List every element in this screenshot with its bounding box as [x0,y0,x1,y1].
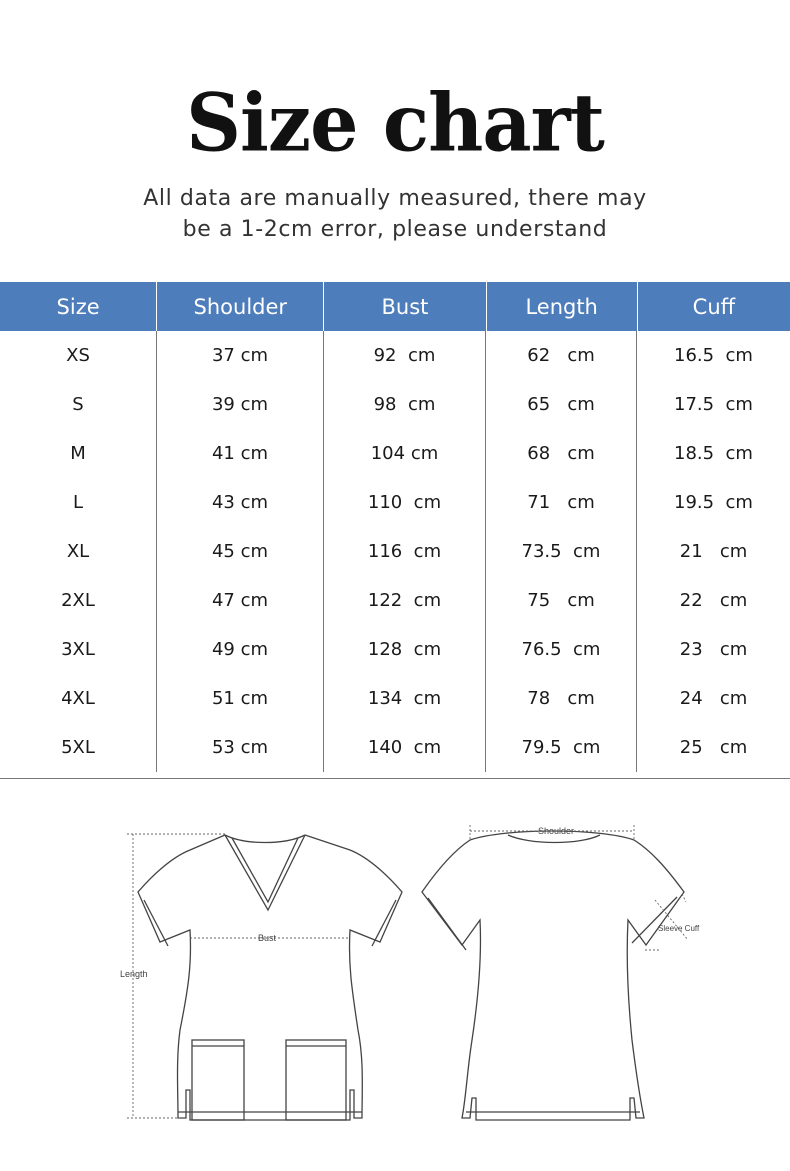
cell-cuff: 16.5 cm [674,345,753,366]
cell-size: L [0,478,157,527]
cell-size: XL [0,527,157,576]
front-shirt-outline [138,835,402,1120]
cell-shoulder: 37 cm [157,331,324,380]
cell-cuff: 24 cm [679,688,748,709]
shoulder-label: Shoulder [538,826,575,836]
table-row [0,429,790,478]
header-length: Length [487,282,638,331]
cell-bust: 122 cm [324,576,486,625]
cell-bust: 128 cm [324,625,486,674]
front-left-sleeve-hem [144,900,168,946]
cell-cuff: 25 cm [679,737,748,758]
front-measure-lines [127,834,350,1118]
cell-shoulder: 47 cm [157,576,324,625]
cell-length: 62 cm [486,331,637,380]
cell-bust: 92 cm [324,331,486,380]
cell-bust: 98 cm [324,380,486,429]
cell-bust: 104 cm [324,429,486,478]
cell-shoulder: 43 cm [157,478,324,527]
cell-size: 5XL [0,723,157,772]
garment-measurement-diagram [0,800,790,1160]
header-shoulder: Shoulder [157,282,324,331]
table-row [0,331,790,380]
cell-length: 71 cm [486,478,637,527]
table-row [0,478,790,527]
cell-bust: 110 cm [324,478,486,527]
front-collar-back [225,835,305,843]
back-right-sleeve-hem [632,897,677,943]
cell-shoulder: 39 cm [157,380,324,429]
table-row [0,527,790,576]
header-cuff: Cuff [692,294,736,319]
cell-shoulder: 53 cm [157,723,324,772]
cell-shoulder: 41 cm [157,429,324,478]
page-subtitle [0,183,790,245]
back-view-garment [422,831,684,1120]
cell-shoulder: 51 cm [157,674,324,723]
front-right-sleeve-hem [372,900,396,946]
size-table [0,282,790,779]
cell-length: 76.5 cm [486,625,637,674]
table-row [0,380,790,429]
table-row [0,674,790,723]
cuff-measure-line [655,900,688,940]
cell-size: 4XL [0,674,157,723]
cell-cuff: 21 cm [679,541,748,562]
size-table-header [0,282,790,331]
cell-length: 73.5 cm [486,527,637,576]
cell-size: M [0,429,157,478]
subtitle-line-1: All data are manually measured, there may [143,186,647,211]
cell-bust: 116 cm [324,527,486,576]
cell-length: 68 cm [486,429,637,478]
cell-length: 78 cm [486,674,637,723]
cell-size: 3XL [0,625,157,674]
table-row [0,576,790,625]
cell-cuff: 22 cm [679,590,748,611]
back-collar [508,835,600,843]
cuff-tick-top [682,894,686,902]
subtitle-line-2: be a 1-2cm error, please understand [182,217,608,242]
bust-label: Bust [258,933,277,943]
size-table-body [0,331,790,779]
page-title: Size chart [186,75,604,170]
sleeve-cuff-label: Sleeve Cuff [658,924,700,933]
table-row [0,723,790,772]
table-row [0,625,790,674]
cell-shoulder: 49 cm [157,625,324,674]
cell-length: 79.5 cm [486,723,637,772]
header-size: Size [0,282,157,331]
cell-shoulder: 45 cm [157,527,324,576]
front-right-pocket [286,1040,346,1120]
length-label: Length [120,969,148,979]
front-left-pocket [192,1040,244,1120]
back-left-sleeve-hem [428,898,466,950]
cell-length: 75 cm [486,576,637,625]
cell-size: 2XL [0,576,157,625]
cell-size: XS [0,331,157,380]
back-shirt-outline [422,831,684,1120]
header-bust: Bust [324,282,486,331]
cell-cuff: 18.5 cm [674,443,753,464]
cell-size: S [0,380,157,429]
cell-cuff: 17.5 cm [674,394,753,415]
cell-bust: 134 cm [324,674,486,723]
front-view-garment [138,835,402,1120]
cell-bust: 140 cm [324,723,486,772]
cell-length: 65 cm [486,380,637,429]
cell-cuff: 19.5 cm [674,492,753,513]
cell-cuff: 23 cm [679,639,748,660]
